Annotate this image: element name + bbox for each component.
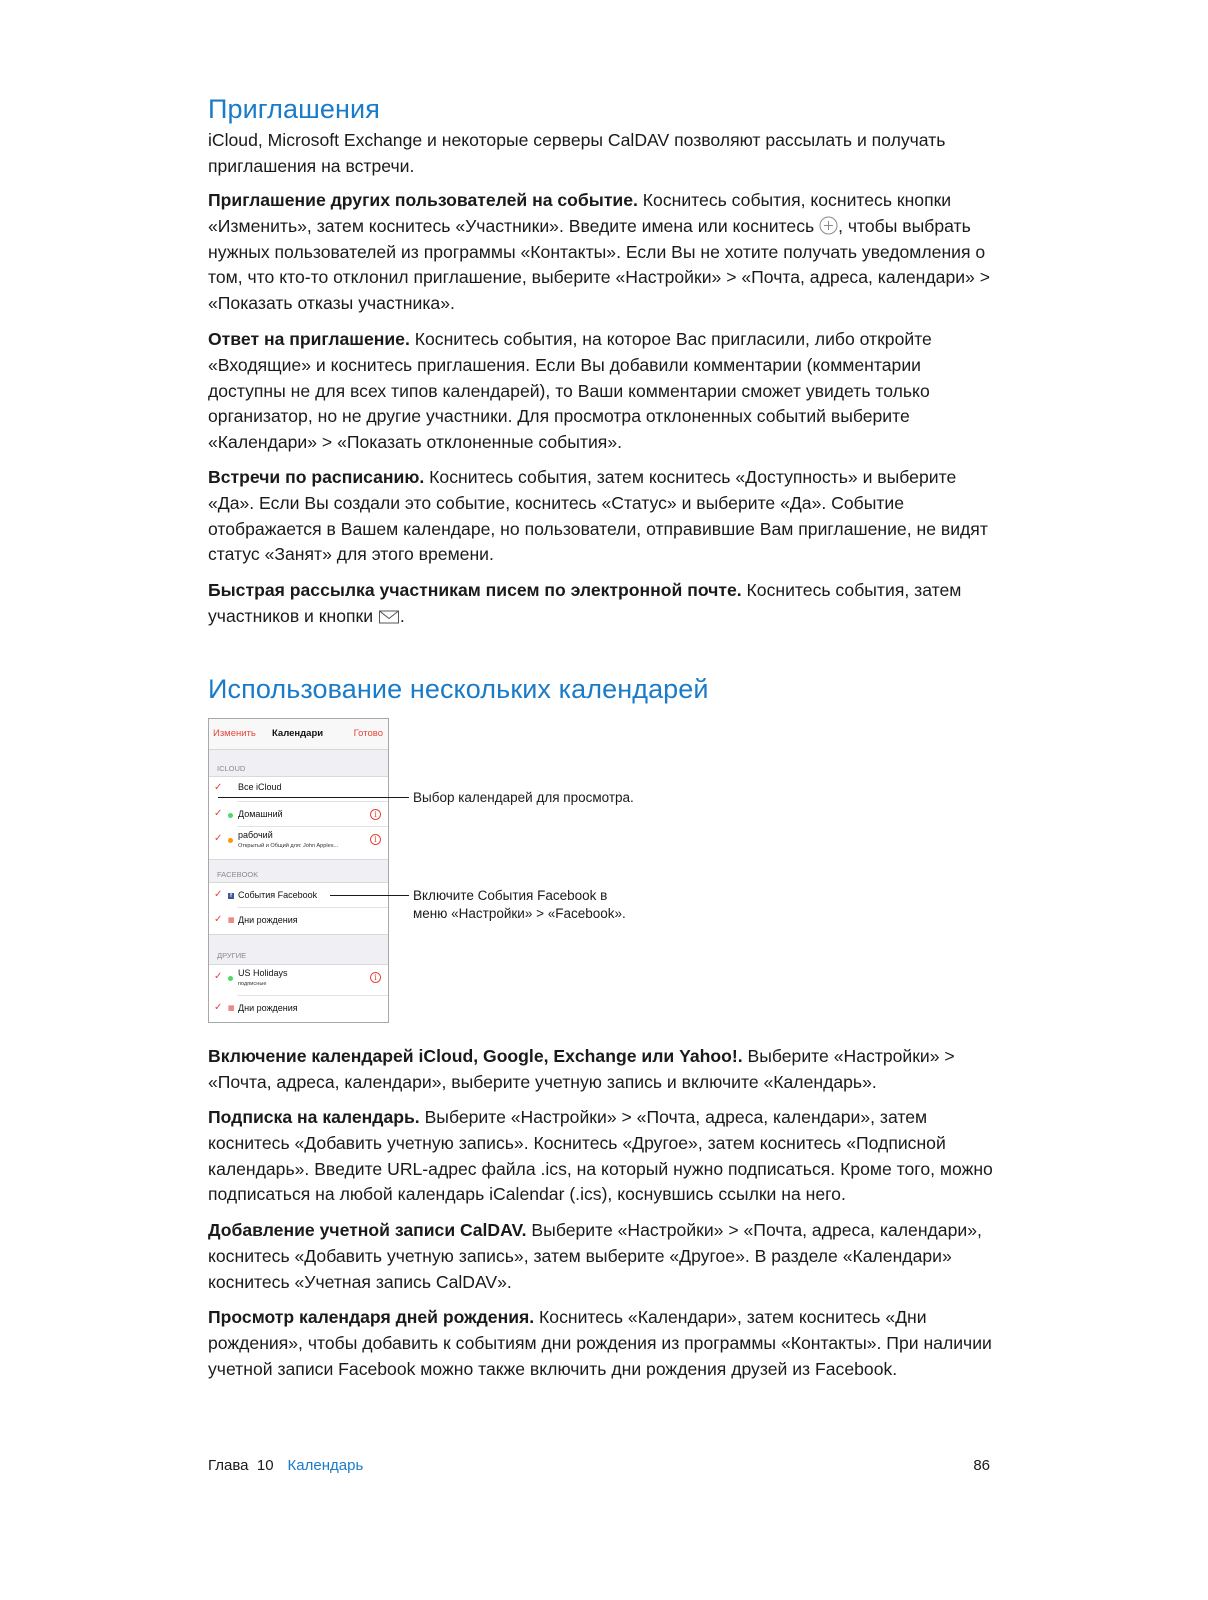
checkmark-icon: ✓ (214, 808, 223, 819)
paragraph-title: Ответ на приглашение. (208, 329, 410, 349)
section-header-icloud: ICLOUD (217, 764, 246, 773)
list-item-other-birthdays[interactable] (209, 996, 388, 1021)
intro-paragraph: iCloud, Microsoft Exchange и некоторые серверы CalDAV позволяют рассылать и получать приглашения на встречи. (208, 130, 946, 176)
callout-leader-line (330, 895, 409, 896)
list-item-home[interactable] (209, 802, 388, 827)
list-item-subtitle: подписные (238, 981, 267, 987)
section-heading-multiple-calendars: Использование нескольких календарей (208, 674, 709, 704)
calendars-screenshot (208, 718, 389, 1023)
calendar-color-dot (228, 838, 233, 843)
info-icon[interactable]: i (370, 809, 381, 820)
facebook-group (209, 882, 388, 935)
paragraph-text: Коснитесь события, коснитесь кнопки «Изменить», затем коснитесь «Участники». Введите имена или коснитесь (208, 190, 952, 236)
callout-leader-line (218, 797, 409, 798)
list-item-all-icloud[interactable] (209, 777, 388, 802)
paragraph-text: Коснитесь события, на которое Вас пригласили, либо откройте «Входящие» и коснитесь приглашения. Если Вы добавили комментарии (комментарии доступны не для всех типов календарей), то Ваши комментарии сможет увидеть только организатор, но не другие участники. Для просмотра отклоненных событий выберите «Календари» > «Показать отклоненные события». (208, 329, 932, 453)
paragraph-title: Быстрая рассылка участникам писем по электронной почте. (208, 580, 742, 600)
paragraph-reply-invite (208, 327, 998, 456)
paragraph-invite-others (208, 188, 998, 317)
footer-chapter (208, 1457, 363, 1474)
gift-icon: ▦ (228, 917, 235, 924)
paragraph-birthday-calendar (208, 1305, 998, 1382)
chapter-name-link[interactable]: Календарь (287, 1457, 364, 1474)
paragraph-scheduled-meetings (208, 465, 998, 568)
paragraph-title: Просмотр календаря дней рождения. (208, 1307, 535, 1327)
checkmark-icon: ✓ (214, 914, 223, 925)
checkmark-icon: ✓ (214, 971, 223, 982)
list-item-label: Дни рождения (238, 1003, 298, 1013)
paragraph-title: Встречи по расписанию. (208, 467, 425, 487)
info-icon[interactable]: i (370, 972, 381, 983)
chapter-number: Глава 10 (208, 1457, 274, 1474)
section-heading-invitations: Приглашения (208, 94, 380, 124)
gift-icon: ▦ (228, 1005, 235, 1012)
paragraph-enable-calendars (208, 1044, 998, 1096)
list-item-label: События Facebook (238, 890, 318, 900)
checkmark-icon: ✓ (214, 782, 223, 793)
checkmark-icon: ✓ (214, 1002, 223, 1013)
list-item-us-holidays[interactable] (209, 965, 388, 996)
paragraph-subscribe-calendar (208, 1105, 998, 1208)
callout-facebook-events (413, 887, 626, 923)
paragraph-text: , чтобы выбрать нужных пользователей из программы «Контакты». Если Вы не хотите получать уведомления о том, что кто-то отклонил приглашение, выберите «Настройки» > «Почта, адреса, календари» > «Показать отказы участника». (208, 215, 991, 314)
nav-title: Календари (272, 728, 324, 739)
list-item-subtitle: Открытый и Общий для: John Apples... (238, 843, 339, 849)
info-icon[interactable]: i (370, 834, 381, 845)
paragraph-title: Приглашение других пользователей на событие. (208, 190, 638, 210)
section-header-other: ДРУГИЕ (217, 951, 247, 960)
list-item-label: Все iCloud (238, 782, 282, 792)
list-item-label: рабочий (238, 830, 273, 840)
facebook-icon: f (228, 893, 234, 899)
callout-line: меню «Настройки» > «Facebook». (413, 906, 626, 921)
add-circle-icon (819, 216, 838, 235)
callout-select-calendars: Выбор календарей для просмотра. (413, 790, 634, 805)
list-item-label: Дни рождения (238, 915, 298, 925)
list-item-label: US Holidays (238, 968, 288, 978)
mail-icon (378, 609, 400, 625)
paragraph-text: Коснитесь события, затем участников и кнопки (208, 580, 962, 626)
navigation-bar (209, 719, 388, 750)
paragraph-title: Подписка на календарь. (208, 1107, 420, 1127)
icloud-group (209, 776, 388, 860)
section-header-facebook: FACEBOOK (217, 870, 259, 879)
list-item-label: Домашний (238, 809, 283, 819)
calendar-color-dot (228, 976, 233, 981)
paragraph-text: Коснитесь «Календари», затем коснитесь «Дни рождения», чтобы добавить к событиям дни рождения из программы «Контакты». При наличии учетной записи Facebook можно также включить дни рождения друзей из Facebook. (208, 1307, 992, 1379)
paragraph-text: Коснитесь события, затем коснитесь «Доступность» и выберите «Да». Если Вы создали это событие, коснитесь «Статус» и выберите «Да». Событие отображается в Вашем календаре, но пользователи, отправившие Вам приглашение, не видят статус «Занят» для этого времени. (208, 467, 988, 565)
list-item-fb-birthdays[interactable] (209, 908, 388, 933)
paragraph-quick-email (208, 578, 998, 630)
calendar-color-dot (228, 813, 233, 818)
paragraph-text: Выберите «Настройки» > «Почта, адреса, календари», выберите учетную запись и включите «Календарь». (208, 1046, 955, 1092)
page-number: 86 (973, 1457, 990, 1474)
paragraph-title: Добавление учетной записи CalDAV. (208, 1220, 527, 1240)
paragraph-text: Выберите «Настройки» > «Почта, адреса, календари», затем коснитесь «Добавить учетную запись». Коснитесь «Другое», затем коснитесь «Подписной календарь». Введите URL-адрес файла .ics, на который нужно подписаться. Кроме того, можно подписаться на любой календарь iCalendar (.ics), коснувшись ссылки на него. (208, 1107, 993, 1205)
paragraph-title: Включение календарей iCloud, Google, Exchange или Yahoo!. (208, 1046, 743, 1066)
other-group (209, 964, 388, 1023)
list-item-work[interactable] (209, 827, 388, 858)
paragraph-caldav-account (208, 1218, 998, 1295)
callout-line: Включите События Facebook в (413, 888, 608, 903)
paragraph-text: . (399, 605, 405, 626)
done-button[interactable]: Готово (353, 728, 383, 739)
checkmark-icon: ✓ (214, 889, 223, 900)
paragraph-text: Выберите «Настройки» > «Почта, адреса, календари», коснитесь «Добавить учетную запись», затем выберите «Другое». В разделе «Календари» коснитесь «Учетная запись CalDAV». (208, 1220, 982, 1292)
edit-button[interactable]: Изменить (213, 728, 256, 739)
checkmark-icon: ✓ (214, 833, 223, 844)
